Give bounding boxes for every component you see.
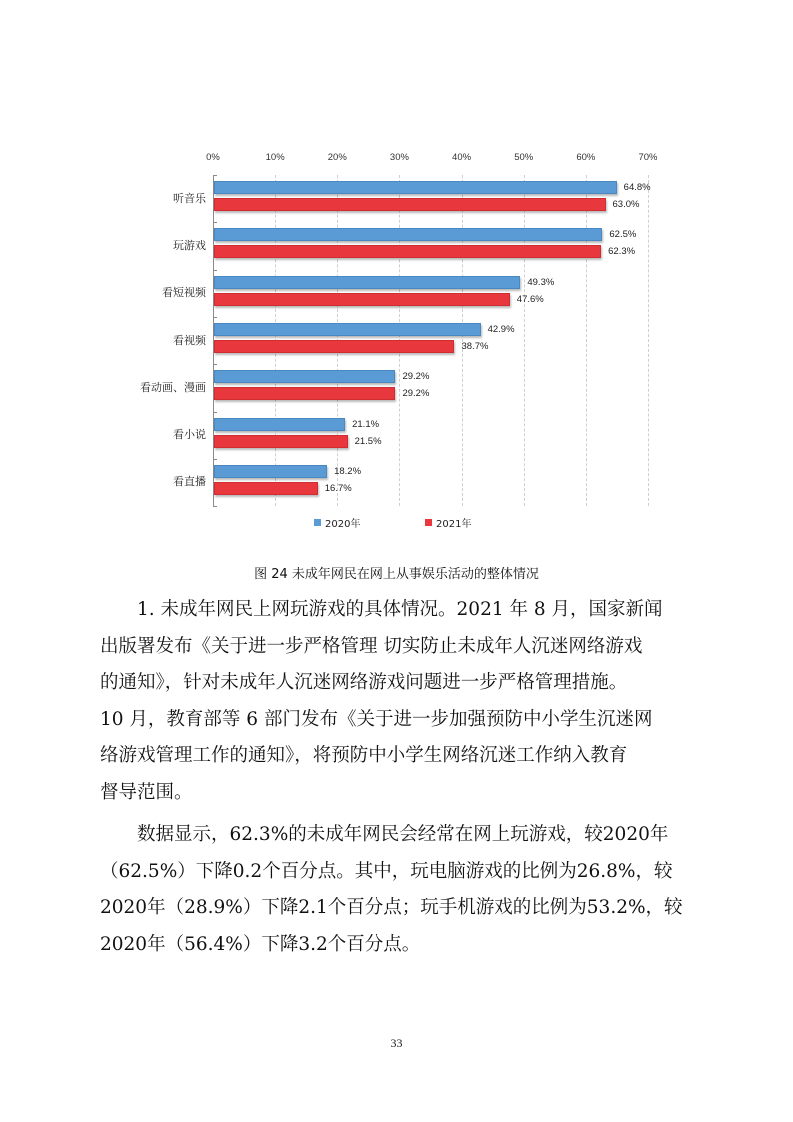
bar-2021	[214, 245, 601, 258]
bar-2020	[214, 418, 345, 431]
x-tick-label: 70%	[638, 152, 658, 163]
y-axis-tick	[213, 222, 217, 223]
value-label: 29.2%	[402, 371, 430, 383]
bar-2020	[214, 323, 481, 336]
bar-2021	[214, 340, 454, 353]
y-axis-tick	[213, 317, 217, 318]
value-label: 62.5%	[609, 229, 637, 241]
y-axis-tick	[213, 459, 217, 460]
y-axis-tick	[213, 270, 217, 271]
x-tick-label: 50%	[514, 152, 534, 163]
text-line: （62.5%）下降0.2个百分点。其中，玩电脑游戏的比例为26.8%，较	[100, 860, 673, 882]
legend-item	[425, 515, 471, 530]
value-label: 63.0%	[612, 199, 640, 210]
value-label: 64.8%	[623, 182, 651, 193]
legend-swatch-icon	[314, 519, 321, 526]
text-line: 络游戏管理工作的通知》，将预防中小学生网络沉迷工作纳入教育	[100, 745, 628, 766]
value-label: 16.7%	[324, 482, 352, 494]
category-label: 看小说	[173, 428, 206, 442]
bar-2020	[214, 370, 395, 383]
category-label: 看动画、漫画	[140, 380, 206, 394]
gridline	[586, 175, 587, 506]
category-label: 看视频	[173, 333, 206, 347]
bar-2020	[214, 181, 617, 194]
category-label: 看短视频	[162, 286, 206, 300]
y-axis-tick	[213, 364, 217, 365]
text-line: 的通知》，针对未成年人沉迷网络游戏问题进一步严格管理措施。	[100, 672, 628, 693]
bar-2021	[214, 198, 606, 211]
x-tick-label: 60%	[576, 152, 596, 163]
bar-2021	[214, 482, 318, 495]
category-label: 玩游戏	[173, 238, 206, 252]
paragraph-1	[100, 592, 693, 811]
x-tick-label: 10%	[265, 152, 285, 163]
legend-swatch-icon	[425, 519, 432, 526]
y-axis-tick	[213, 506, 217, 507]
text-line: 10 月，教育部等 6 部门发布《关于进一步加强预防中小学生沉迷网	[100, 708, 653, 730]
figure-caption: 图 24 未成年网民在网上从事娱乐活动的整体情况	[254, 567, 539, 582]
page-number: 33	[390, 1036, 403, 1050]
text-line: 1. 未成年网民上网玩游戏的具体情况。2021 年 8 月，国家新闻	[100, 599, 663, 620]
paragraph-2	[100, 817, 693, 963]
value-label: 21.5%	[354, 435, 382, 447]
bar-2021	[214, 293, 510, 306]
bar-2021	[214, 435, 348, 448]
gridline	[648, 175, 649, 506]
y-axis-tick	[213, 175, 217, 176]
value-label: 18.2%	[334, 465, 362, 477]
x-tick-label: 30%	[389, 152, 409, 163]
value-label: 38.7%	[461, 340, 489, 352]
x-tick-label: 40%	[452, 152, 472, 163]
bar-2020	[214, 276, 520, 289]
y-axis-tick	[213, 412, 217, 413]
bar-2020	[214, 228, 602, 241]
text-line: 督导范围。	[100, 781, 193, 803]
text-line: 出版署发布《关于进一步严格管理 切实防止未成年人沉迷网络游戏	[100, 635, 643, 657]
legend-item	[314, 515, 360, 530]
bar-chart	[0, 0, 793, 540]
x-tick-label: 20%	[327, 152, 347, 163]
legend-label: 2021年	[436, 519, 472, 530]
text-line: 2020年（56.4%）下降3.2个百分点。	[100, 933, 421, 955]
value-label: 49.3%	[527, 276, 555, 288]
value-label: 47.6%	[516, 293, 544, 305]
value-label: 42.9%	[487, 323, 515, 335]
bar-2020	[214, 465, 327, 478]
category-label: 听音乐	[173, 191, 206, 205]
x-tick-label: 0%	[206, 152, 220, 163]
gridline	[524, 175, 525, 506]
value-label: 21.1%	[352, 418, 380, 430]
legend-label: 2020年	[325, 519, 361, 530]
chart-legend	[0, 515, 793, 531]
text-line: 2020年（28.9%）下降2.1个百分点；玩手机游戏的比例为53.2%，较	[100, 897, 683, 918]
text-line: 数据显示，62.3%的未成年网民会经常在网上玩游戏，较2020年	[100, 824, 669, 845]
value-label: 29.2%	[402, 388, 430, 400]
bar-2021	[214, 387, 395, 400]
value-label: 62.3%	[608, 246, 636, 258]
category-label: 看直播	[173, 475, 206, 489]
